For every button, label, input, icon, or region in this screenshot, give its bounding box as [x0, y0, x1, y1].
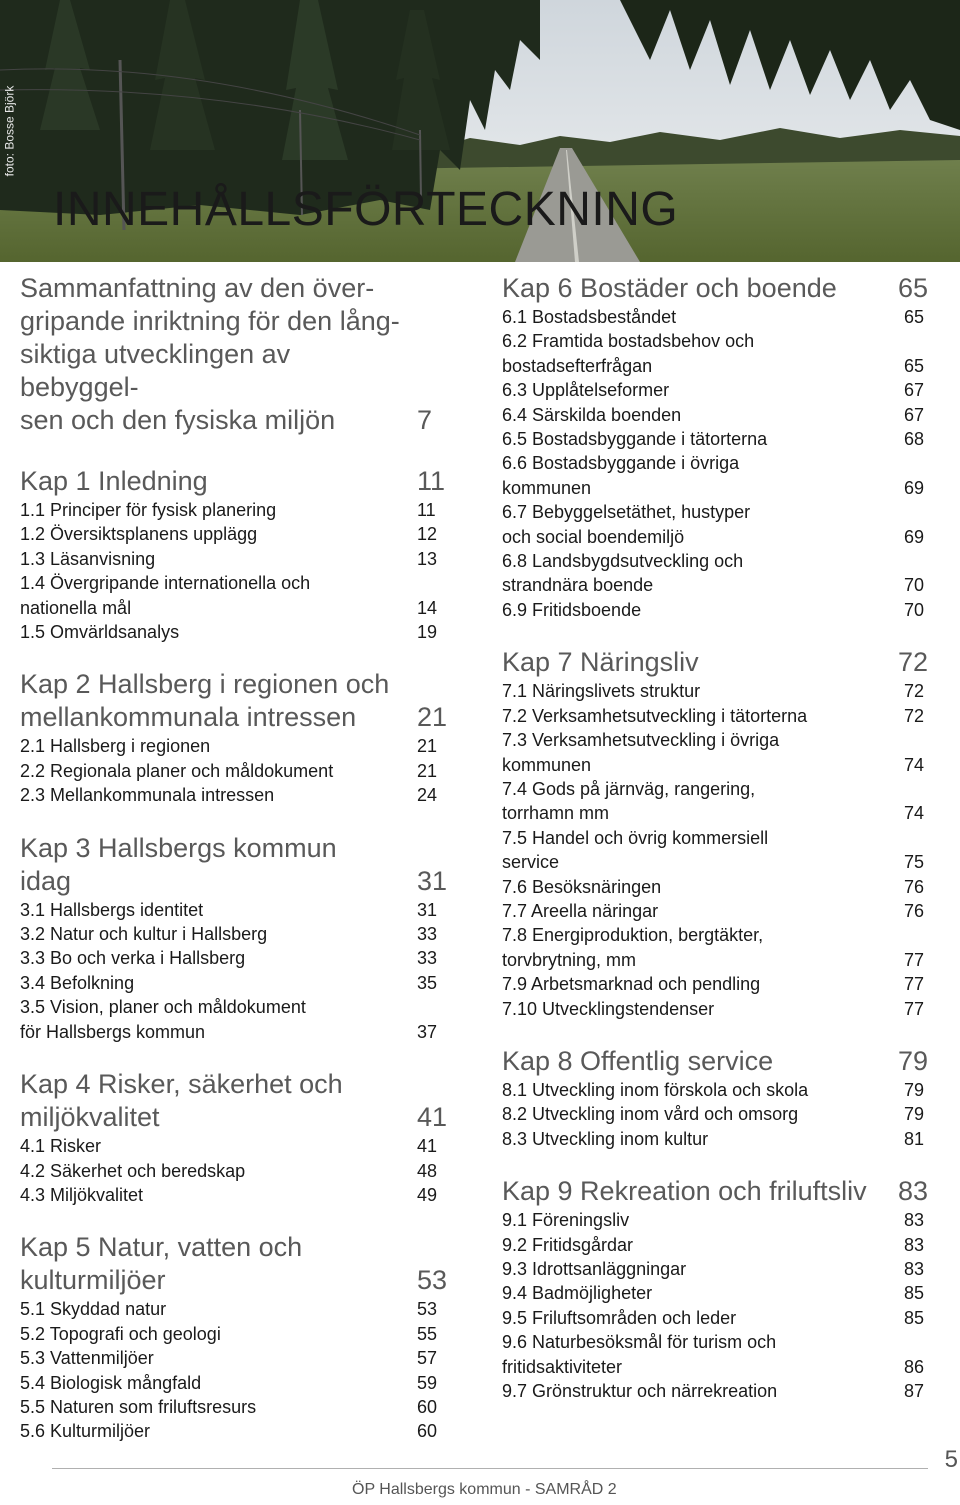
toc-entry[interactable] [20, 946, 445, 970]
entry-page-number: 57 [417, 1348, 438, 1369]
entry-title: 7.4 Gods på järnväg, rangering, torrhamn mm [502, 778, 756, 824]
entry-title: 6.5 Bostadsbyggande i tätorterna [502, 429, 768, 450]
toc-section [502, 1045, 930, 1151]
toc-entry[interactable] [502, 899, 930, 923]
section-page-number: 72 [898, 647, 929, 678]
entry-title: 3.5 Vision, planer och måldokument för Hallsbergs kommun [20, 997, 306, 1042]
toc-entry[interactable] [502, 704, 930, 728]
toc-entry[interactable] [502, 451, 930, 500]
section-title: Kap 7 Näringsliv [502, 647, 699, 678]
toc-section [20, 668, 448, 807]
entry-title: 5.6 Kulturmiljöer [20, 1421, 151, 1442]
section-page-number: 65 [898, 273, 929, 303]
section-title: Kap 4 Risker, säkerhet och miljökvalitet [20, 1069, 343, 1133]
toc-entry[interactable] [502, 1233, 930, 1257]
entry-title: 7.3 Verksamhetsutveckling i övriga kommunen [502, 730, 780, 775]
entry-title: 7.10 Utvecklingstendenser [502, 998, 715, 1019]
toc-entry[interactable] [502, 549, 930, 598]
section-title: Kap 6 Bostäder och boende [502, 273, 837, 303]
entry-title: 3.2 Natur och kultur i Hallsberg [20, 924, 268, 945]
section-title: Kap 9 Rekreation och friluftsliv [502, 1176, 867, 1207]
section-page-number: 11 [417, 466, 446, 496]
entry-page-number: 35 [417, 972, 438, 993]
toc-entry[interactable] [502, 679, 930, 703]
entry-title: 7.1 Näringslivets struktur [502, 681, 701, 702]
toc-entry[interactable] [20, 1346, 445, 1370]
entry-title: 4.3 Miljökvalitet [20, 1184, 144, 1205]
entry-title: 3.3 Bo och verka i Hallsberg [20, 948, 246, 969]
toc-entry[interactable] [20, 971, 445, 995]
toc-entry[interactable] [502, 875, 930, 899]
entry-page-number: 79 [904, 1104, 925, 1125]
toc-entry[interactable] [502, 329, 930, 378]
entry-title: 7.8 Energiproduktion, bergtäkter, torvbrytning, mm [502, 925, 764, 970]
toc-entry[interactable] [20, 734, 445, 758]
page-number: 5 [944, 1446, 958, 1473]
entry-page-number: 24 [417, 785, 438, 806]
entry-page-number: 65 [904, 307, 925, 327]
entry-title: 1.2 Översiktsplanens upplägg [20, 524, 258, 545]
entry-page-number: 33 [417, 948, 438, 969]
entry-page-number: 70 [904, 599, 925, 620]
entry-title: 5.2 Topografi och geologi [20, 1323, 221, 1344]
entry-title: 9.3 Idrottsanläggningar [502, 1259, 687, 1279]
entry-title: 5.4 Biologisk mångfald [20, 1372, 202, 1393]
entry-title: 8.3 Utveckling inom kultur [502, 1128, 709, 1149]
entry-title: 1.4 Övergripande internationella och nationella mål [20, 573, 311, 618]
entry-page-number: 12 [417, 524, 438, 545]
entry-title: 7.9 Arbetsmarknad och pendling [502, 974, 761, 995]
entry-title: 5.3 Vattenmiljöer [20, 1348, 154, 1369]
entry-title: 8.1 Utveckling inom förskola och skola [502, 1079, 809, 1100]
entry-page-number: 77 [904, 998, 925, 1019]
toc-section-heading[interactable] [502, 646, 930, 679]
toc-section-heading[interactable] [20, 1068, 448, 1134]
entry-page-number: 19 [417, 622, 438, 643]
toc-section [20, 832, 448, 1044]
entry-page-number: 65 [904, 355, 925, 376]
toc-entry[interactable] [502, 305, 930, 329]
entry-title: 7.2 Verksamhetsutveckling i tätorterna [502, 705, 808, 726]
toc-section-heading[interactable] [502, 272, 930, 305]
toc-entry[interactable] [502, 826, 930, 875]
entry-page-number: 21 [417, 736, 438, 757]
toc-entry[interactable] [502, 1306, 930, 1330]
section-title: Kap 5 Natur, vatten och kulturmiljöer [20, 1232, 303, 1296]
entry-title: 9.4 Badmöjligheter [502, 1283, 653, 1304]
page-title: INNEHÅLLSFÖRTECKNING [53, 183, 679, 236]
section-title: Kap 8 Offentlig service [502, 1045, 774, 1076]
entry-page-number: 74 [904, 754, 925, 775]
section-title: Kap 1 Inledning [20, 466, 208, 496]
toc-section [20, 272, 445, 437]
entry-page-number: 55 [417, 1323, 438, 1344]
entry-page-number: 48 [417, 1160, 438, 1181]
entry-title: 5.1 Skyddad natur [20, 1299, 167, 1320]
entry-title: 9.5 Friluftsområden och leder [502, 1307, 737, 1328]
entry-title: 9.6 Naturbesöksmål för turism och fritidsaktiviteter [502, 1332, 777, 1377]
toc-entry[interactable] [20, 571, 445, 620]
toc-entry[interactable] [20, 1297, 445, 1321]
toc-entry[interactable] [502, 1281, 930, 1305]
entry-title: 6.8 Landsbygdsutveckling och strandnära boende [502, 551, 744, 596]
toc-section-heading[interactable] [20, 272, 445, 437]
entry-title: 6.4 Särskilda boenden [502, 404, 682, 425]
toc-entry[interactable] [20, 1159, 445, 1183]
entry-page-number: 85 [904, 1283, 925, 1304]
entry-page-number: 79 [904, 1079, 925, 1100]
section-title: Kap 2 Hallsberg i regionen och mellankommunala intressen [20, 669, 390, 733]
toc-section-heading[interactable] [20, 465, 445, 498]
entry-page-number: 76 [904, 900, 925, 921]
toc-entry[interactable] [20, 1134, 445, 1158]
section-title: Sammanfattning av den över- gripande inriktning för den lång- siktiga utvecklingen av bebyggel- sen och den fysiska miljön [20, 273, 400, 435]
entry-page-number: 75 [904, 852, 925, 873]
entry-page-number: 81 [904, 1128, 925, 1149]
entry-title: 6.1 Bostadsbeståndet [502, 307, 677, 327]
entry-title: 4.2 Säkerhet och beredskap [20, 1160, 246, 1181]
toc-left-column [20, 272, 448, 1444]
entry-page-number: 87 [904, 1381, 925, 1402]
toc-entry[interactable] [20, 620, 445, 644]
toc-entry[interactable] [20, 1419, 445, 1443]
entry-page-number: 69 [904, 526, 925, 547]
entry-page-number: 77 [904, 949, 925, 970]
entry-title: 6.9 Fritidsboende [502, 599, 642, 620]
toc-section-heading[interactable] [502, 1045, 930, 1078]
entry-page-number: 77 [904, 974, 925, 995]
toc-section [20, 1068, 448, 1207]
entry-title: 6.6 Bostadsbyggande i övriga kommunen [502, 453, 740, 498]
toc-section [502, 1175, 930, 1403]
toc-entry[interactable] [20, 1322, 445, 1346]
entry-page-number: 11 [417, 500, 436, 520]
toc-entry[interactable] [502, 1102, 930, 1126]
footer-rule [52, 1468, 928, 1469]
toc-entry[interactable] [20, 1183, 445, 1207]
section-page-number: 31 [417, 865, 448, 896]
toc-section-heading[interactable] [20, 832, 448, 898]
entry-page-number: 49 [417, 1184, 438, 1205]
toc-entry[interactable] [20, 547, 445, 571]
toc-entry[interactable] [502, 1330, 930, 1379]
toc-entry[interactable] [502, 997, 930, 1021]
entry-page-number: 72 [904, 705, 925, 726]
toc-entry[interactable] [502, 972, 930, 996]
entry-page-number: 14 [417, 597, 438, 618]
toc-entry[interactable] [20, 498, 445, 522]
section-page-number: 7 [417, 405, 433, 435]
toc-section [502, 272, 930, 622]
entry-page-number: 76 [904, 876, 925, 897]
toc-section-heading[interactable] [502, 1175, 930, 1208]
entry-title: 6.7 Bebyggelsetäthet, hustyper och social boendemiljö [502, 502, 751, 547]
toc-right-column [502, 272, 930, 1403]
entry-page-number: 60 [417, 1421, 438, 1442]
toc-entry[interactable] [20, 1371, 445, 1395]
entry-page-number: 13 [417, 548, 438, 569]
toc-entry[interactable] [502, 777, 930, 826]
section-page-number: 41 [417, 1102, 448, 1133]
section-page-number: 79 [898, 1045, 929, 1076]
toc-entry[interactable] [502, 378, 930, 402]
entry-page-number: 70 [904, 575, 925, 596]
entry-page-number: 31 [417, 899, 438, 920]
entry-title: 2.2 Regionala planer och måldokument [20, 760, 334, 781]
entry-page-number: 53 [417, 1299, 438, 1320]
toc-entry[interactable] [502, 403, 930, 427]
entry-page-number: 85 [904, 1307, 925, 1328]
toc-entry[interactable] [502, 1257, 930, 1281]
section-page-number: 83 [898, 1176, 929, 1207]
toc-entry[interactable] [20, 522, 445, 546]
toc-section [502, 646, 930, 1021]
entry-page-number: 74 [904, 803, 925, 824]
toc-section [20, 1231, 448, 1443]
entry-title: 8.2 Utveckling inom vård och omsorg [502, 1104, 799, 1125]
entry-title: 9.1 Föreningsliv [502, 1210, 630, 1231]
entry-page-number: 67 [904, 380, 925, 401]
entry-title: 1.1 Principer för fysisk planering [20, 500, 277, 520]
entry-page-number: 72 [904, 681, 925, 702]
entry-page-number: 41 [417, 1136, 438, 1157]
toc-entry[interactable] [20, 783, 445, 807]
entry-title: 9.2 Fritidsgårdar [502, 1234, 634, 1255]
toc-entry[interactable] [502, 728, 930, 777]
entry-page-number: 60 [417, 1396, 438, 1417]
entry-page-number: 83 [904, 1259, 925, 1279]
entry-page-number: 68 [904, 429, 925, 450]
entry-page-number: 83 [904, 1234, 925, 1255]
toc-entry[interactable] [20, 1395, 445, 1419]
toc-entry[interactable] [20, 922, 445, 946]
toc-entry[interactable] [502, 1379, 930, 1403]
entry-page-number: 37 [417, 1021, 438, 1042]
entry-title: 3.4 Befolkning [20, 972, 135, 993]
entry-title: 5.5 Naturen som friluftsresurs [20, 1396, 257, 1417]
entry-title: 7.7 Areella näringar [502, 900, 659, 921]
toc-entry[interactable] [502, 427, 930, 451]
section-title: Kap 3 Hallsbergs kommun idag [20, 832, 337, 896]
toc-section [20, 465, 445, 644]
entry-page-number: 59 [417, 1372, 438, 1393]
entry-page-number: 21 [417, 760, 438, 781]
entry-title: 2.3 Mellankommunala intressen [20, 785, 275, 806]
toc-entry[interactable] [20, 898, 445, 922]
toc-entry[interactable] [502, 598, 930, 622]
entry-title: 7.6 Besöksnäringen [502, 876, 662, 897]
toc-entry[interactable] [502, 1208, 930, 1232]
entry-title: 9.7 Grönstruktur och närrekreation [502, 1381, 778, 1402]
entry-title: 1.3 Läsanvisning [20, 548, 156, 569]
toc-section-heading[interactable] [20, 668, 448, 734]
entry-page-number: 67 [904, 404, 925, 425]
section-page-number: 53 [417, 1265, 448, 1296]
toc-entry[interactable] [502, 923, 930, 972]
footer-text: ÖP Hallsbergs kommun - SAMRÅD 2 [352, 1481, 617, 1498]
entry-title: 6.3 Upplåtelseformer [502, 380, 670, 401]
toc-section-heading[interactable] [20, 1231, 448, 1297]
entry-title: 7.5 Handel och övrig kommersiell service [502, 827, 769, 873]
entry-title: 6.2 Framtida bostadsbehov och bostadsefterfrågan [502, 331, 755, 376]
toc-entry[interactable] [502, 500, 930, 549]
entry-title: 3.1 Hallsbergs identitet [20, 899, 204, 920]
entry-title: 2.1 Hallsberg i regionen [20, 736, 211, 757]
toc-entry[interactable] [20, 995, 445, 1044]
entry-page-number: 86 [904, 1356, 925, 1377]
entry-title: 4.1 Risker [20, 1136, 102, 1157]
toc-entry[interactable] [502, 1078, 930, 1102]
photo-credit: foto: Bosse Björk [2, 85, 17, 177]
toc-entry[interactable] [502, 1127, 930, 1151]
entry-title: 1.5 Omvärldsanalys [20, 622, 180, 643]
entry-page-number: 83 [904, 1210, 925, 1231]
entry-page-number: 33 [417, 924, 438, 945]
toc-entry[interactable] [20, 759, 445, 783]
section-page-number: 21 [417, 702, 448, 733]
entry-page-number: 69 [904, 477, 925, 498]
